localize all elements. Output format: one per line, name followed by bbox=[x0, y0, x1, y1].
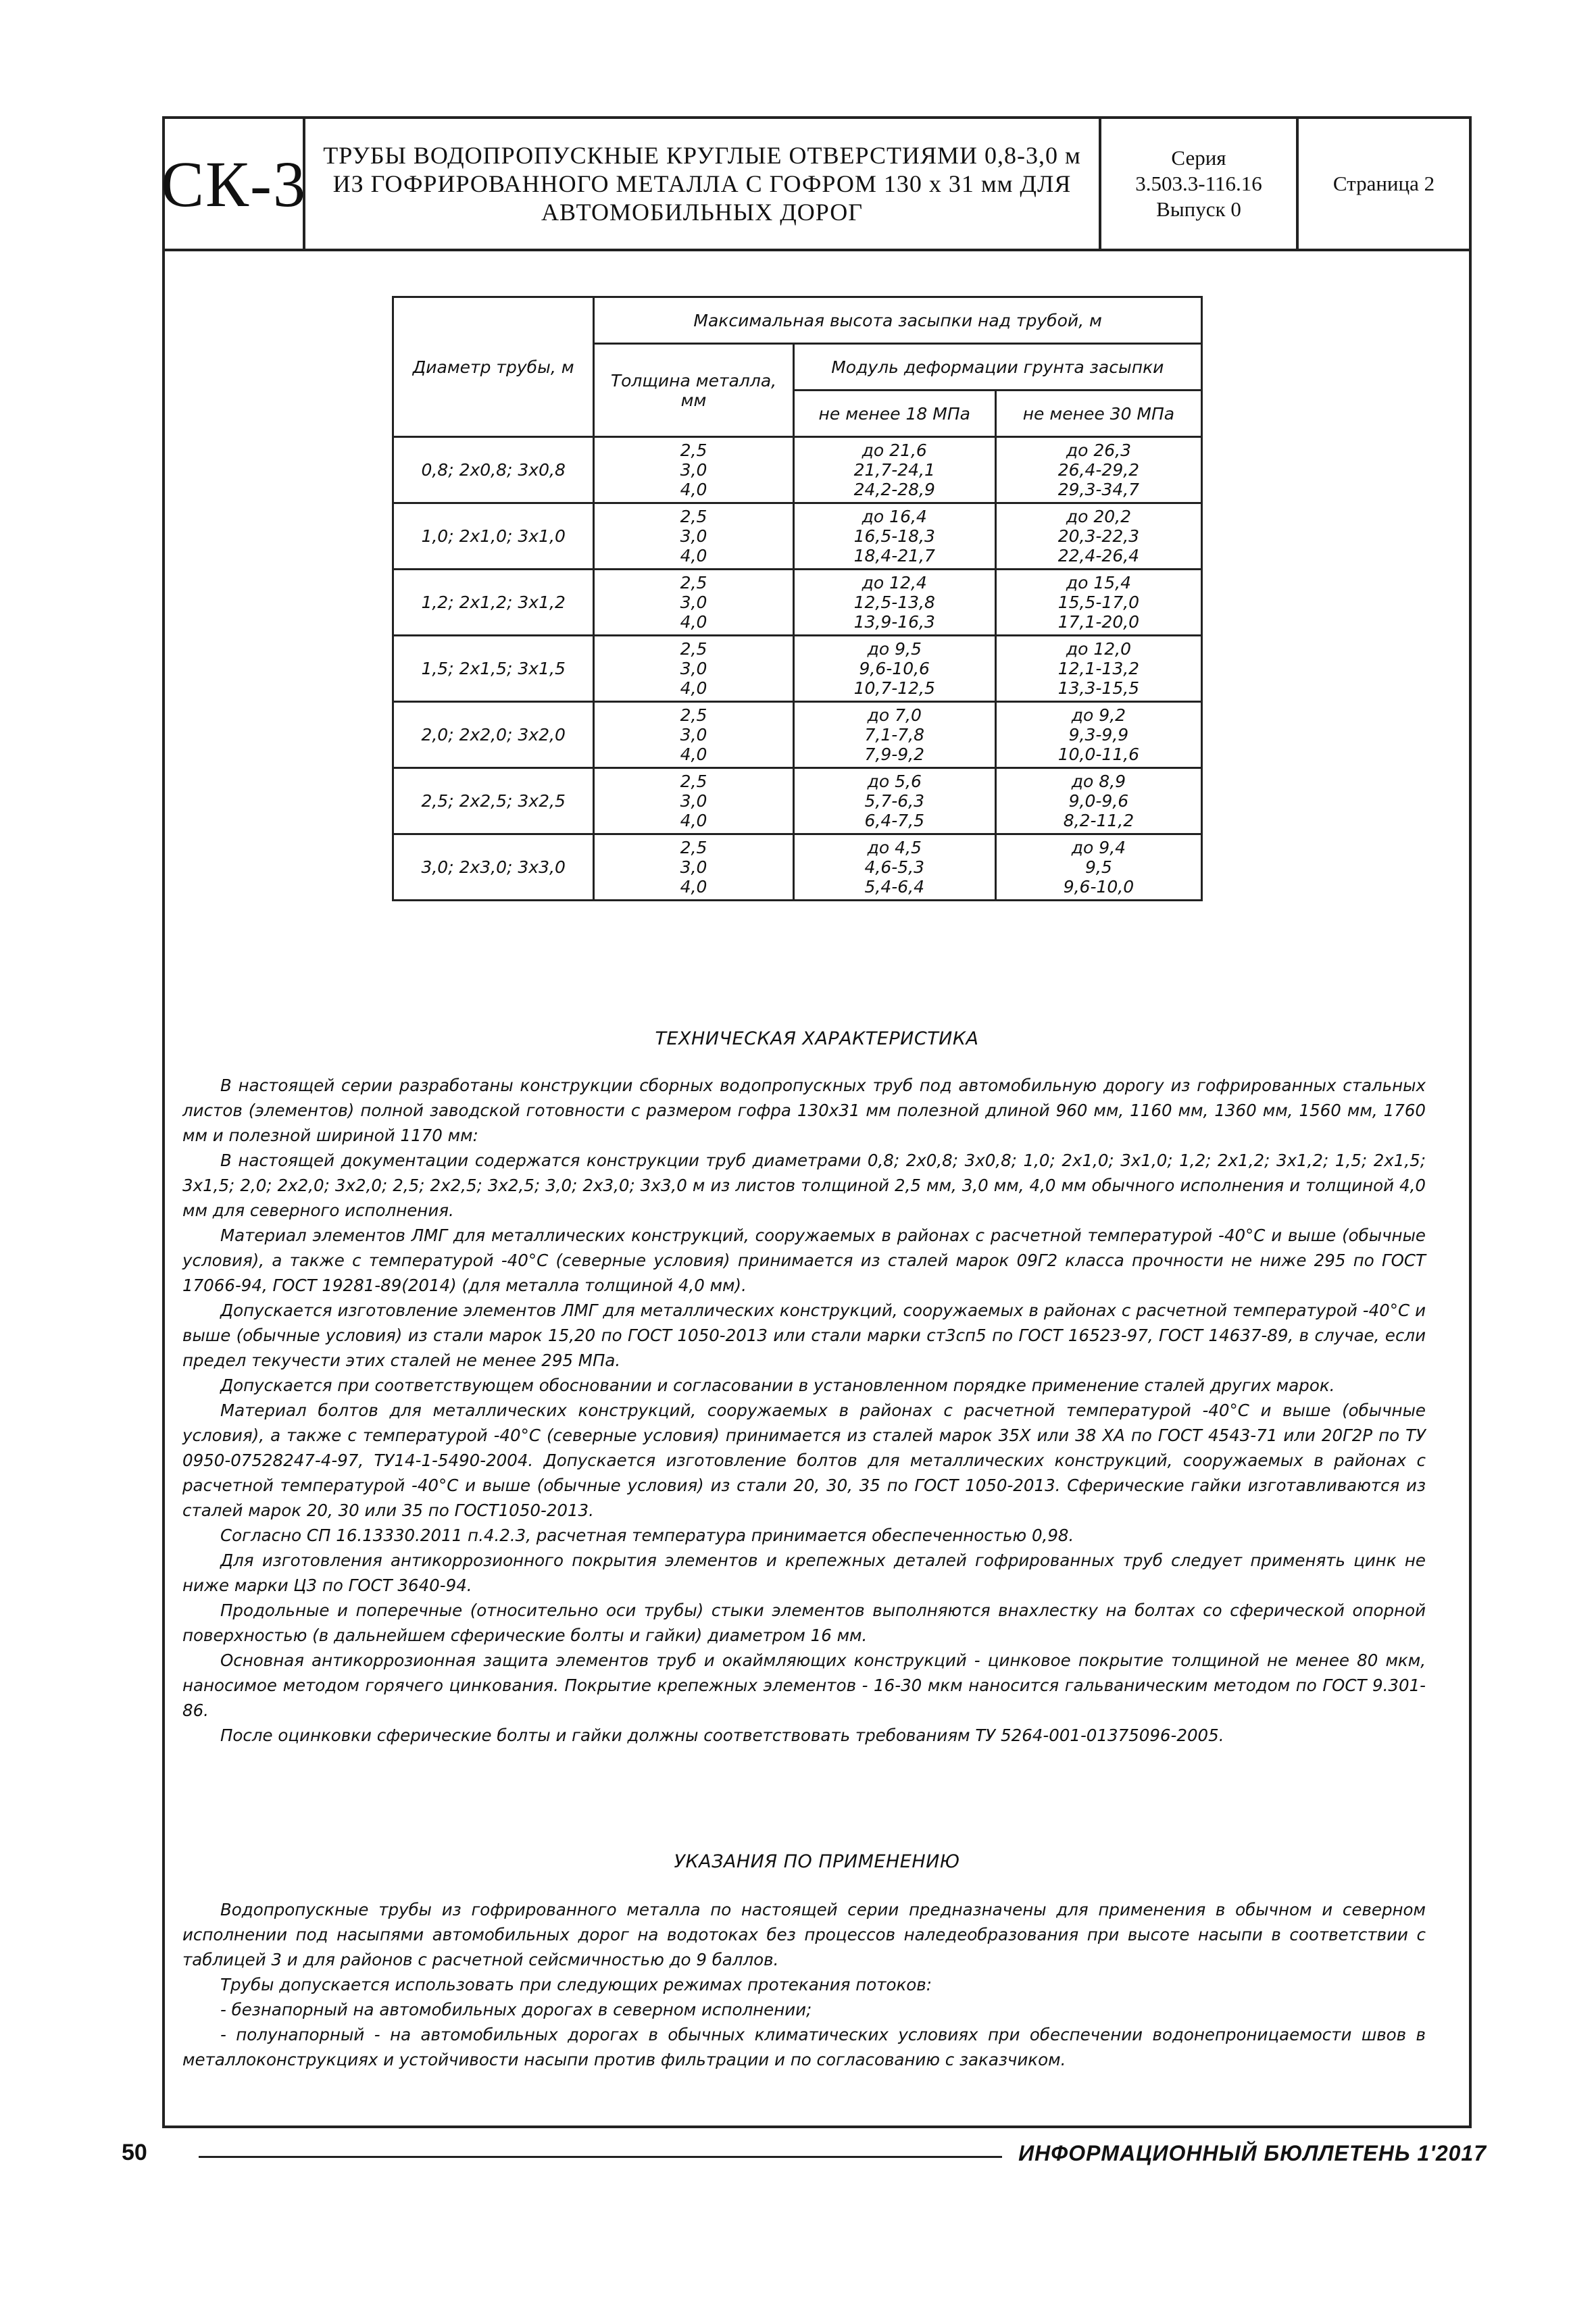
height-18-cell: до 16,4 16,5-18,3 18,4-21,7 bbox=[793, 503, 995, 570]
header-main: Максимальная высота засыпки над трубой, м bbox=[594, 297, 1202, 344]
height-30-cell: до 26,3 26,4-29,2 29,3-34,7 bbox=[995, 437, 1201, 503]
height-30-cell: до 8,9 9,0-9,6 8,2-11,2 bbox=[995, 768, 1201, 834]
thickness-cell: 2,5 3,0 4,0 bbox=[594, 503, 793, 570]
header-diameter: Диаметр трубы, м bbox=[393, 297, 594, 437]
header-30mpa: не менее 30 МПа bbox=[995, 391, 1201, 437]
header-18mpa: не менее 18 МПа bbox=[793, 391, 995, 437]
paragraph: В настоящей документации содержатся конструкции труб диаметрами 0,8; 2х0,8; 3х0,8; 1,0; 2х1,0; 3х1,0; 1,2; 2х1,2; 3х1,2; 1,5; 2х1,5; 3х1,5; 2,0; 2х2,0; 3х2,0; 2,5; 2х2,5; 3х2,5; 3,0; 2х3,0; 3х3,0 м из листов толщиной 2,5 мм, 3,0 мм, 4,0 мм обычного исполнения и толщиной 4,0 мм для северного исполнения. bbox=[182, 1151, 1426, 1220]
diameter-cell: 2,0; 2х2,0; 3х2,0 bbox=[393, 702, 594, 768]
header-modulus: Модуль деформации грунта засыпки bbox=[793, 344, 1201, 391]
height-30-cell: до 9,2 9,3-9,9 10,0-11,6 bbox=[995, 702, 1201, 768]
table-row bbox=[393, 768, 1202, 834]
diameter-cell: 1,5; 2х1,5; 3х1,5 bbox=[393, 636, 594, 702]
paragraph: - полунапорный - на автомобильных дорогах в обычных климатических условиях при обеспечении водонепроницаемости швов в металлоконструкциях и устойчивости насыпи против фильтрации и по согласованию с заказчиком. bbox=[182, 2025, 1426, 2069]
issue-label: Выпуск 0 bbox=[1156, 197, 1241, 221]
document-title: ТРУБЫ ВОДОПРОПУСКНЫЕ КРУГЛЫЕ ОТВЕРСТИЯМИ 0,8-3,0 м ИЗ ГОФРИРОВАННОГО МЕТАЛЛА С ГОФРОМ 130 х 31 мм ДЛЯ АВТОМОБИЛЬНЫХ ДОРОГ bbox=[305, 119, 1101, 249]
height-30-cell: до 12,0 12,1-13,2 13,3-15,5 bbox=[995, 636, 1201, 702]
page-label: Страница 2 bbox=[1332, 172, 1435, 195]
series-info bbox=[1101, 119, 1299, 249]
diameter-cell: 3,0; 2х3,0; 3х3,0 bbox=[393, 834, 594, 901]
table-row bbox=[393, 636, 1202, 702]
paragraph: Допускается при соответствующем обосновании и согласовании в установленном порядке применение сталей других марок. bbox=[220, 1376, 1335, 1395]
header-thickness: Толщина металла, мм bbox=[594, 344, 793, 437]
table-row bbox=[393, 834, 1202, 901]
paragraph: - безнапорный на автомобильных дорогах в северном исполнении; bbox=[220, 2000, 812, 2019]
height-18-cell: до 21,6 21,7-24,1 24,2-28,9 bbox=[793, 437, 995, 503]
paragraph: Основная антикоррозионная защита элементов труб и окаймляющих конструкций - цинковое покрытие толщиной не менее 80 мкм, наносимое методом горячего цинкования. Покрытие крепежных элементов - 16-30 мкм наносится гальваническим методом по ГОСТ 9.301-86. bbox=[182, 1651, 1426, 1720]
table-row bbox=[393, 702, 1202, 768]
tech-section-title: ТЕХНИЧЕСКАЯ ХАРАКТЕРИСТИКА bbox=[655, 1028, 979, 1049]
usage-section-title: УКАЗАНИЯ ПО ПРИМЕНЕНИЮ bbox=[674, 1851, 960, 1872]
table-row bbox=[393, 570, 1202, 636]
diameter-cell: 1,2; 2х1,2; 3х1,2 bbox=[393, 570, 594, 636]
diameter-cell: 0,8; 2х0,8; 3х0,8 bbox=[393, 437, 594, 503]
page-footer bbox=[122, 2128, 1487, 2166]
paragraph: Материал элементов ЛМГ для металлических конструкций, сооружаемых в районах с расчетной температурой -40°С и выше (обычные условия), а также с температурой -40°С (северные условия) принимается из сталей марок 09Г2 класса прочности не ниже 295 по ГОСТ 17066-94, ГОСТ 19281-89(2014) (для металла толщиной 4,0 мм). bbox=[182, 1226, 1426, 1295]
paragraph: После оцинковки сферические болты и гайки должны соответствовать требованиям ТУ 5264-001-01375096-2005. bbox=[220, 1726, 1224, 1745]
paragraph: В настоящей серии разработаны конструкции сборных водопропускных труб под автомобильную дорогу из гофрированных стальных листов (элементов) полной заводской готовности с размером гофра 130х31 мм полезной длиной 960 мм, 1160 мм, 1360 мм, 1560 мм, 1760 мм и полезной шириной 1170 мм: bbox=[182, 1076, 1426, 1145]
height-18-cell: до 9,5 9,6-10,6 10,7-12,5 bbox=[793, 636, 995, 702]
height-18-cell: до 12,4 12,5-13,8 13,9-16,3 bbox=[793, 570, 995, 636]
table-row bbox=[393, 437, 1202, 503]
document-code: СК-3 bbox=[165, 119, 305, 249]
page-number: 50 bbox=[122, 2140, 147, 2165]
paragraph: Водопропускные трубы из гофрированного металла по настоящей серии предназначены для применения в обычном и северном исполнении под насыпями автомобильных дорог на водотоках без процессов наледеобразования при высоте насыпи в соответствии с таблицей 3 и для районов с расчетной сейсмичностью до 9 баллов. bbox=[182, 1900, 1426, 1969]
thickness-cell: 2,5 3,0 4,0 bbox=[594, 702, 793, 768]
paragraph: Допускается изготовление элементов ЛМГ для металлических конструкций, сооружаемых в районах с расчетной температурой -40°С и выше (обычные условия) из стали марок 15,20 по ГОСТ 1050-2013 или стали марки ст3сп5 по ГОСТ 16523-97, ГОСТ 14637-89, в случае, если предел текучести этих сталей не менее 295 МПа. bbox=[182, 1301, 1426, 1370]
height-30-cell: до 9,4 9,5 9,6-10,0 bbox=[995, 834, 1201, 901]
paragraph: Согласно СП 16.13330.2011 п.4.2.3, расчетная температура принимается обеспеченностью 0,98. bbox=[220, 1526, 1074, 1545]
title-block bbox=[160, 119, 1469, 251]
height-30-cell: до 20,2 20,3-22,3 22,4-26,4 bbox=[995, 503, 1201, 570]
thickness-cell: 2,5 3,0 4,0 bbox=[594, 437, 793, 503]
diameter-cell: 1,0; 2х1,0; 3х1,0 bbox=[393, 503, 594, 570]
paragraph: Материал болтов для металлических конструкций, сооружаемых в районах с расчетной температурой -40°С и выше (обычные условия), а также с температурой -40°С (северные условия) принимается из сталей марок 35Х или 38 ХА по ГОСТ 4543-71 или 20Г2Р по ТУ 0950-07528247-4-97, ТУ14-1-5490-2004. Допускается изготовление болтов для металлических конструкций, сооружаемых в районах с расчетной температурой -40°С и выше (обычные условия) из стали 20, 30, 35 по ГОСТ 1050-2013. Сферические гайки изготавливаются из сталей марок 20, 30 или 35 по ГОСТ1050-2013. bbox=[182, 1401, 1426, 1520]
thickness-cell: 2,5 3,0 4,0 bbox=[594, 636, 793, 702]
diameter-cell: 2,5; 2х2,5; 3х2,5 bbox=[393, 768, 594, 834]
thickness-cell: 2,5 3,0 4,0 bbox=[594, 834, 793, 901]
series-number: 3.503.3-116.16 bbox=[1135, 172, 1262, 195]
height-30-cell: до 15,4 15,5-17,0 17,1-20,0 bbox=[995, 570, 1201, 636]
height-18-cell: до 5,6 5,7-6,3 6,4-7,5 bbox=[793, 768, 995, 834]
usage-section-text bbox=[182, 1897, 1426, 2072]
thickness-cell: 2,5 3,0 4,0 bbox=[594, 570, 793, 636]
thickness-cell: 2,5 3,0 4,0 bbox=[594, 768, 793, 834]
table-row bbox=[393, 503, 1202, 570]
fill-height-table bbox=[392, 296, 1203, 901]
height-18-cell: до 7,0 7,1-7,8 7,9-9,2 bbox=[793, 702, 995, 768]
paragraph: Продольные и поперечные (относительно оси трубы) стыки элементов выполняются внахлестку на болтах со сферической опорной поверхностью (в дальнейшем сферические болты и гайки) диаметром 16 мм. bbox=[182, 1601, 1426, 1645]
series-label: Серия bbox=[1171, 146, 1226, 170]
paragraph: Трубы допускается использовать при следующих режимах протекания потоков: bbox=[220, 1975, 932, 1994]
height-18-cell: до 4,5 4,6-5,3 5,4-6,4 bbox=[793, 834, 995, 901]
tech-section-text bbox=[182, 1073, 1426, 1748]
bulletin-title: ИНФОРМАЦИОННЫЙ БЮЛЛЕТЕНЬ 1'2017 bbox=[1018, 2141, 1487, 2165]
paragraph: Для изготовления антикоррозионного покрытия элементов и крепежных деталей гофрированных труб следует применять цинк не ниже марки Ц3 по ГОСТ 3640-94. bbox=[182, 1551, 1426, 1595]
footer-rule bbox=[199, 2156, 1002, 2158]
